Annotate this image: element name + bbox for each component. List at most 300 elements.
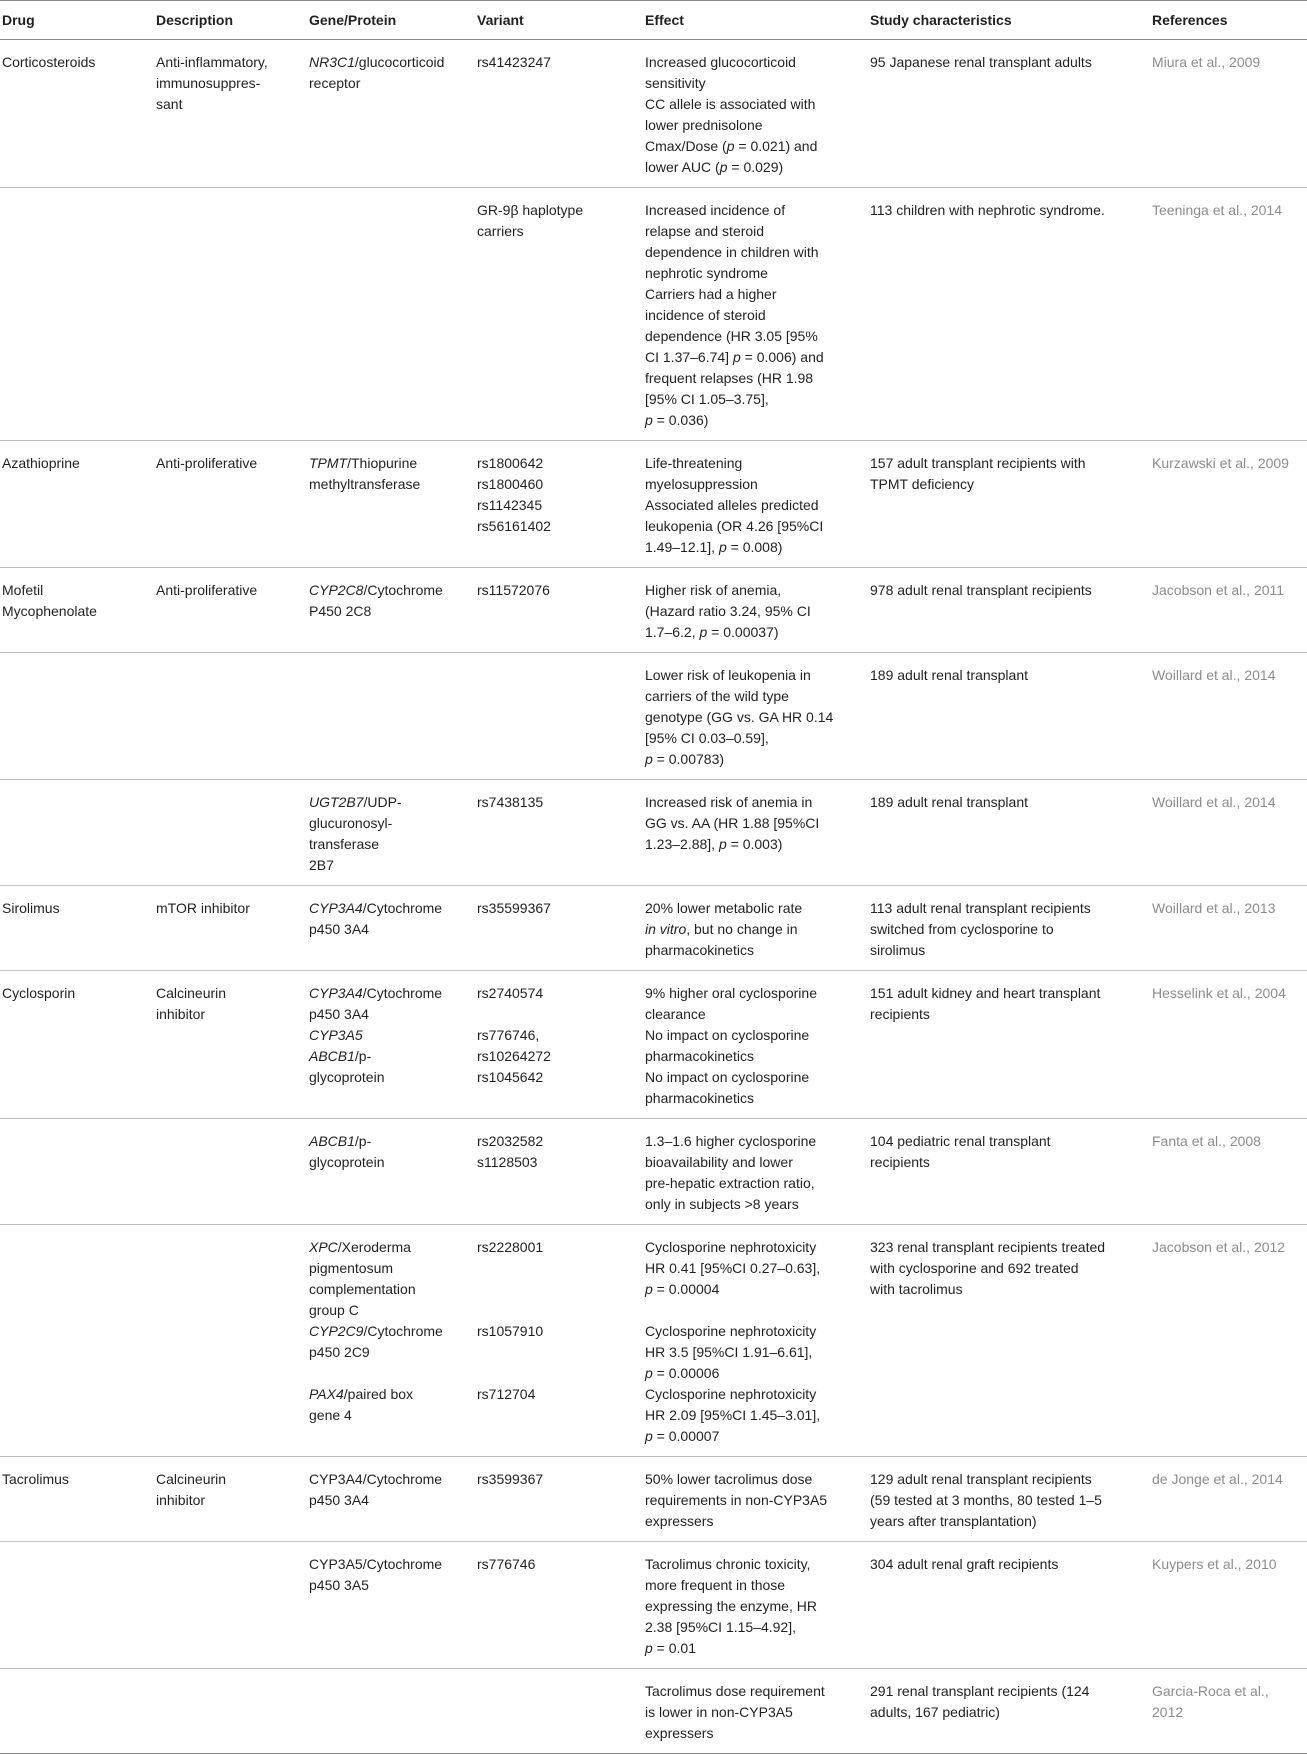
cell-description [154,188,307,441]
cell-line [645,983,862,1004]
cell-gene-protein [307,1669,475,1754]
italic-text: p [699,624,708,640]
cell-line [645,73,862,94]
cell-line: de Jonge et al., 2014 [1152,1471,1283,1487]
table-body [0,40,1307,1754]
cell-line: Kurzawski et al., 2009 [1152,455,1289,471]
text-segment: CYP3A5/Cytochrome [309,1556,443,1572]
cell-variant [475,1119,643,1225]
text-segment: /Cytochrome [363,582,443,598]
text-segment: /p- [354,1133,372,1149]
text-segment: 20% lower metabolic rate [645,900,803,916]
line-gap [477,1363,637,1384]
text-segment: /p- [354,1048,372,1064]
cell-line: rs3599367 [477,1471,544,1487]
text-segment: /Xeroderma [337,1239,411,1255]
text-segment: incidence of steroid [645,307,766,323]
cell-line [645,305,862,326]
cell-line [309,1300,469,1321]
cell-line [309,855,469,876]
text-segment: lower AUC ( [645,159,720,175]
cell-description [154,1669,307,1754]
text-segment: gene 4 [309,1407,352,1423]
cell-reference [1150,886,1307,971]
text-segment: Increased glucocorticoid [645,54,796,70]
text-segment: transferase [309,836,380,852]
cell-line [309,1575,469,1596]
cell-line: switched from cyclosporine to [870,921,1054,937]
cell-line [645,813,862,834]
text-segment: expressers [645,1725,714,1741]
text-segment: Cmax/Dose ( [645,138,727,154]
text-segment: p450 3A4 [309,921,369,937]
cell-line: recipients [870,1154,930,1170]
cell-study-characteristics [868,1457,1150,1542]
cell-variant [475,1669,643,1754]
cell-line: Hesselink et al., 2004 [1152,985,1286,1001]
cell-line [645,1681,862,1702]
text-segment: Tacrolimus chronic toxicity, [645,1556,811,1572]
cell-gene-protein [307,780,475,886]
cell-line [309,919,469,940]
cell-effect [643,1457,868,1542]
cell-line: rs2228001 [477,1239,544,1255]
cell-line: 95 Japanese renal transplant adults [870,54,1092,70]
cell-line [645,728,862,749]
cell-effect [643,780,868,886]
table-row [0,40,1307,188]
line-gap [309,1363,469,1384]
cell-line [645,221,862,242]
cell-line: rs7438135 [477,794,544,810]
cell-line [645,1490,862,1511]
table-row [0,1542,1307,1669]
cell-description [154,1225,307,1457]
cell-effect [643,1542,868,1669]
cell-line [645,1405,862,1426]
cell-study-characteristics [868,1542,1150,1669]
italic-text: p [645,412,653,428]
cell-variant [475,568,643,653]
cell-drug [0,1119,154,1225]
table-row [0,1669,1307,1754]
cell-gene-protein [307,971,475,1119]
cell-description [154,441,307,568]
cell-line [645,834,862,855]
cell-line [645,686,862,707]
cell-line [645,919,862,940]
text-segment: Carriers had a higher [645,286,777,302]
cell-line [645,1575,862,1596]
cell-description [154,886,307,971]
cell-drug [0,971,154,1119]
cell-line [645,1723,862,1744]
cell-line: immunosuppres- [156,75,261,91]
line-gap [645,1300,862,1321]
cell-study-characteristics [868,1225,1150,1457]
text-segment: p450 2C9 [309,1344,370,1360]
cell-line: 978 adult renal transplant recipients [870,582,1092,598]
cell-drug [0,1457,154,1542]
line-gap [477,1342,637,1363]
cell-description [154,568,307,653]
italic-text: p [718,836,727,852]
cell-study-characteristics [868,40,1150,188]
cell-line [309,898,469,919]
cell-line: inhibitor [156,1492,206,1508]
cell-variant [475,1225,643,1457]
cell-line: rs712704 [477,1386,536,1402]
cell-line: Woillard et al., 2014 [1152,667,1276,683]
cell-line: rs1800642 [477,455,544,471]
cell-line [645,749,862,770]
cell-line [309,73,469,94]
cell-line: 304 adult renal graft recipients [870,1556,1059,1572]
text-segment: Increased incidence of [645,202,786,218]
italic-text: CYP2C8 [309,582,364,598]
cell-effect [643,886,868,971]
italic-text: XPC [309,1239,338,1255]
cell-study-characteristics [868,971,1150,1119]
cell-line [645,707,862,728]
cell-line [645,1046,862,1067]
cell-variant [475,1542,643,1669]
text-segment: pre-hepatic extraction ratio, [645,1175,815,1191]
cell-line [309,52,469,73]
cell-line [645,940,862,961]
cell-line [309,1279,469,1300]
cell-line: TPMT deficiency [870,476,974,492]
text-segment: pharmacokinetics [645,1090,754,1106]
text-segment: = 0.003) [726,836,783,852]
cell-line [645,537,862,558]
cell-line: Garcia-Roca et al., [1152,1683,1269,1699]
cell-variant [475,40,643,188]
cell-line [645,1554,862,1575]
cell-gene-protein [307,188,475,441]
line-gap [477,1279,637,1300]
header-row [0,1,1307,40]
cell-reference [1150,568,1307,653]
cell-line: recipients [870,1006,930,1022]
cell-line [309,792,469,813]
cell-line [645,1321,862,1342]
line-gap [477,1004,637,1025]
header-description: Description [154,1,307,40]
italic-text: ABCB1 [309,1048,355,1064]
text-segment: Cyclosporine nephrotoxicity [645,1323,817,1339]
cell-line: 104 pediatric renal transplant [870,1133,1051,1149]
header-gene-protein: Gene/Protein [307,1,475,40]
text-segment: leukopenia (OR 4.26 [95%CI [645,518,824,534]
italic-text: PAX4 [309,1386,344,1402]
text-segment: = 0.00006 [652,1365,720,1381]
cell-reference [1150,188,1307,441]
text-segment: Increased risk of anemia in [645,794,813,810]
cell-gene-protein [307,441,475,568]
cell-line: Calcineurin [156,1471,227,1487]
cell-line [309,1067,469,1088]
italic-text: CYP3A4 [309,900,363,916]
text-segment: p450 3A4 [309,1492,369,1508]
cell-line [645,410,862,431]
text-segment: carriers of the wild type [645,688,789,704]
cell-line [309,453,469,474]
cell-reference [1150,441,1307,568]
text-segment: P450 2C8 [309,603,372,619]
text-segment: GG vs. AA (HR 1.88 [95%CI [645,815,820,831]
cell-study-characteristics [868,188,1150,441]
cell-line [645,368,862,389]
text-segment: nephrotic syndrome [645,265,768,281]
cell-gene-protein [307,568,475,653]
cell-line: 151 adult kidney and heart transplant [870,985,1101,1001]
cell-description [154,40,307,188]
header-drug: Drug [0,1,154,40]
cell-line [645,94,862,115]
cell-line: Fanta et al., 2008 [1152,1133,1261,1149]
cell-variant [475,441,643,568]
cell-line: 157 adult transplant recipients with [870,455,1086,471]
text-segment: pharmacokinetics [645,942,754,958]
cell-effect [643,568,868,653]
text-segment: No impact on cyclosporine [645,1027,810,1043]
cell-line [645,1152,862,1173]
italic-text: p [645,1365,653,1381]
italic-text: p [718,539,727,555]
text-segment: CYP3A4/Cytochrome [309,1471,443,1487]
cell-study-characteristics [868,886,1150,971]
text-segment: myelosuppression [645,476,758,492]
text-segment: glucuronosyl- [309,815,393,831]
cell-line: rs41423247 [477,54,551,70]
text-segment: pigmentosum [309,1260,394,1276]
cell-line: rs1800460 [477,476,544,492]
cell-drug [0,1225,154,1457]
table-row [0,886,1307,971]
cell-line [645,115,862,136]
cell-line [645,1258,862,1279]
cell-effect [643,653,868,780]
cell-line [645,136,862,157]
cell-line: Anti-proliferative [156,582,258,598]
cell-line: Miura et al., 2009 [1152,54,1261,70]
text-segment: only in subjects >8 years [645,1196,799,1212]
text-segment: No impact on cyclosporine [645,1069,810,1085]
text-segment: lower prednisolone [645,117,763,133]
cell-description [154,653,307,780]
cell-line [645,601,862,622]
text-segment: dependence in children with [645,244,819,260]
cell-reference [1150,780,1307,886]
text-segment: /Thiopurine [347,455,418,471]
cell-description [154,1457,307,1542]
cell-line: adults, 167 pediatric) [870,1704,1000,1720]
cell-line: mTOR inhibitor [156,900,250,916]
cell-line [309,580,469,601]
text-segment: genotype (GG vs. GA HR 0.14 [645,709,834,725]
text-segment: glycoprotein [309,1154,385,1170]
cell-effect [643,40,868,188]
cell-line: Woillard et al., 2014 [1152,794,1276,810]
cell-line [309,474,469,495]
cell-line [309,1405,469,1426]
text-segment: (Hazard ratio 3.24, 95% CI [645,603,811,619]
cell-line [309,813,469,834]
text-segment: /Cytochrome [362,900,443,916]
cell-line: (59 tested at 3 months, 80 tested 1–5 [870,1492,1102,1508]
text-segment: = 0.01 [652,1640,696,1656]
cell-drug [0,1542,154,1669]
cell-line: rs11572076 [477,582,550,598]
italic-text: p [732,349,741,365]
cell-line: sant [156,96,183,112]
cell-line [645,52,862,73]
cell-line [645,1194,862,1215]
cell-line: with tacrolimus [870,1281,963,1297]
cell-line [309,1490,469,1511]
cell-line: Woillard et al., 2013 [1152,900,1276,916]
cell-line: Tacrolimus [2,1471,69,1487]
cell-line: Anti-proliferative [156,455,258,471]
cell-line [309,1554,469,1575]
text-segment: = 0.00037) [707,624,779,640]
cell-line [309,1237,469,1258]
header-variant: Variant [475,1,643,40]
text-segment: , but no change in [686,921,798,937]
cell-line [645,665,862,686]
table-row [0,1457,1307,1542]
text-segment: 1.7–6.2, [645,624,700,640]
cell-line: s1128503 [477,1154,538,1170]
italic-text: ABCB1 [309,1133,355,1149]
cell-effect [643,1119,868,1225]
cell-line: 291 renal transplant recipients (124 [870,1683,1090,1699]
cell-line [645,347,862,368]
cell-line: Mycophenolate [2,603,97,619]
cell-reference [1150,1669,1307,1754]
text-segment: 2B7 [309,857,334,873]
cell-effect [643,441,868,568]
line-gap [477,1258,637,1279]
table-row [0,568,1307,653]
text-segment: CC allele is associated with [645,96,816,112]
cell-line [645,1702,862,1723]
cell-variant [475,780,643,886]
cell-line: Teeninga et al., 2014 [1152,202,1282,218]
cell-effect [643,971,868,1119]
cell-line [645,1173,862,1194]
line-gap [477,1300,637,1321]
cell-study-characteristics [868,780,1150,886]
cell-gene-protein [307,1542,475,1669]
text-segment: = 0.036) [652,412,709,428]
cell-line [645,1131,862,1152]
cell-line: rs1045642 [477,1069,544,1085]
text-segment: = 0.00783) [652,751,725,767]
text-segment: complementation [309,1281,416,1297]
cell-line [645,580,862,601]
text-segment: Life-threatening [645,455,743,471]
cell-line: 113 children with nephrotic syndrome. [870,202,1105,218]
text-segment: more frequent in those [645,1577,786,1593]
cell-line: 2012 [1152,1704,1184,1720]
cell-line [309,1046,469,1067]
header-study-characteristics: Study characteristics [868,1,1150,40]
cell-line [645,1511,862,1532]
text-segment: requirements in non-CYP3A5 [645,1492,828,1508]
text-segment: 1.23–2.88], [645,836,719,852]
cell-line: years after transplantation) [870,1513,1037,1529]
cell-description [154,1119,307,1225]
cell-study-characteristics [868,441,1150,568]
cell-gene-protein [307,40,475,188]
text-segment: [95% CI 0.03–0.59], [645,730,769,746]
cell-line [645,1342,862,1363]
cell-line: rs776746 [477,1556,536,1572]
cell-variant [475,1457,643,1542]
cell-line [645,284,862,305]
cell-line [645,622,862,643]
text-segment: pharmacokinetics [645,1048,754,1064]
cell-line: Azathioprine [2,455,80,471]
cell-line: 323 renal transplant recipients treated [870,1239,1106,1255]
cell-line: Jacobson et al., 2011 [1152,582,1285,598]
cell-drug [0,40,154,188]
cell-line: rs776746, [477,1027,540,1043]
cell-reference [1150,40,1307,188]
text-segment: dependence (HR 3.05 [95% [645,328,818,344]
cell-effect [643,1669,868,1754]
cell-line: 189 adult renal transplant [870,667,1028,683]
italic-text: p [726,138,735,154]
cell-line [309,1025,469,1046]
cell-line: Cyclosporin [2,985,76,1001]
cell-line: Jacobson et al., 2012 [1152,1239,1286,1255]
text-segment: 50% lower tacrolimus dose [645,1471,813,1487]
cell-line [645,1067,862,1088]
cell-reference [1150,1542,1307,1669]
cell-line [645,1617,862,1638]
text-segment: relapse and steroid [645,223,765,239]
cell-line [309,1004,469,1025]
cell-line: 189 adult renal transplant [870,794,1028,810]
text-segment: = 0.00007 [652,1428,720,1444]
cell-drug [0,188,154,441]
header-effect: Effect [643,1,868,40]
text-segment: /glucocorticoid [354,54,445,70]
table-header [0,1,1307,40]
cell-line: Mofetil [2,582,44,598]
text-segment: HR 0.41 [95%CI 0.27–0.63], [645,1260,821,1276]
cell-line [645,200,862,221]
italic-text: CYP3A5 [309,1027,363,1043]
cell-line [309,1321,469,1342]
text-segment: HR 3.5 [95%CI 1.91–6.61], [645,1344,813,1360]
text-segment: /Cytochrome [362,985,443,1001]
cell-variant [475,188,643,441]
cell-effect [643,188,868,441]
table-row [0,1119,1307,1225]
text-segment: = 0.029) [727,159,784,175]
cell-line [645,1088,862,1109]
text-segment: Tacrolimus dose requirement [645,1683,825,1699]
cell-drug [0,780,154,886]
text-segment: frequent relapses (HR 1.98 [645,370,814,386]
italic-text: CYP3A4 [309,985,363,1001]
cell-line: with cyclosporine and 692 treated [870,1260,1079,1276]
cell-variant [475,886,643,971]
